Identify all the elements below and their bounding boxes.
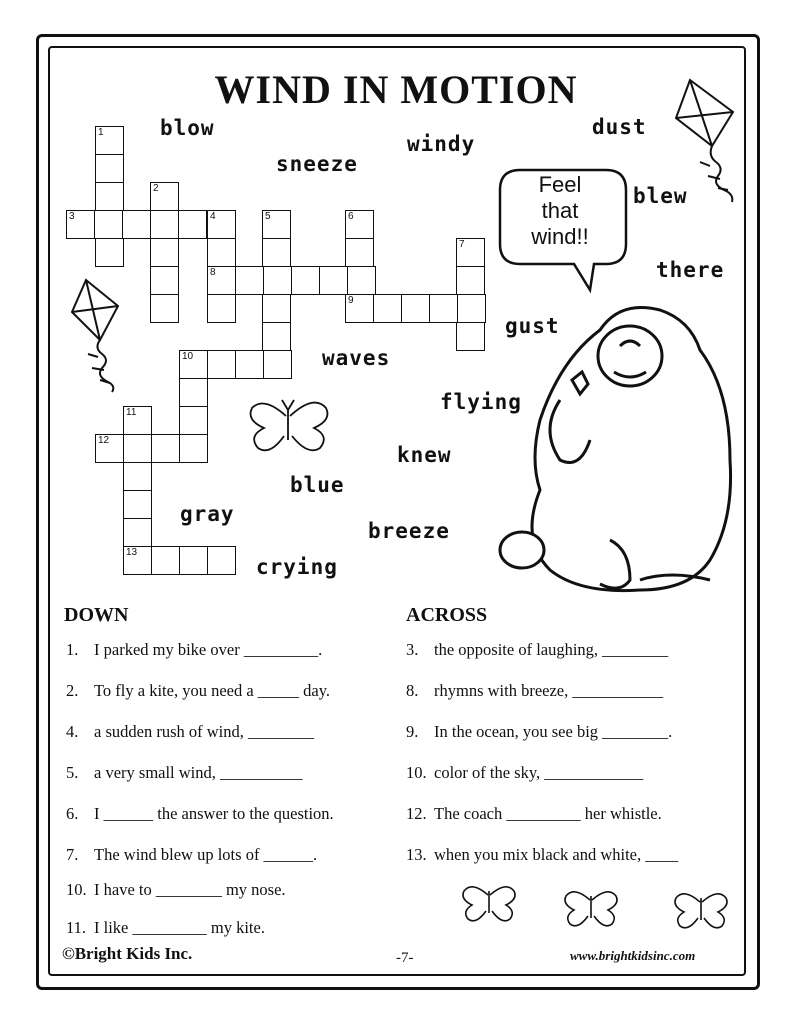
clue-number: 1. [66, 640, 79, 659]
clue-number: 10. [66, 880, 87, 899]
word-bank-item: knew [397, 443, 452, 467]
across-clue [406, 845, 678, 865]
cell-number: 5 [265, 211, 271, 222]
bubble-line: wind!! [531, 224, 589, 249]
speech-bubble-text [505, 172, 615, 250]
across-clue [406, 640, 668, 660]
clue-text: a very small wind, __________ [94, 763, 303, 782]
butterfly-icon [675, 894, 727, 928]
website-link: www.brightkidsinc.com [570, 948, 696, 963]
word-bank-item: crying [256, 555, 338, 579]
word-bank-item: flying [440, 390, 522, 414]
word-bank-item: there [656, 258, 725, 282]
clue-text: color of the sky, ____________ [434, 763, 644, 782]
down-clue [66, 918, 265, 938]
clue-text: In the ocean, you see big ________. [434, 722, 673, 741]
clue-text: I ______ the answer to the question. [94, 804, 334, 823]
clue-text: rhymns with breeze, ___________ [434, 681, 664, 700]
cell-number: 3 [69, 211, 75, 222]
cell-number: 8 [210, 267, 216, 278]
down-clue [66, 640, 322, 660]
clue-text: I have to ________ my nose. [94, 880, 286, 899]
cell-number: 11 [126, 407, 137, 418]
across-clue [406, 763, 643, 783]
word-bank-item: waves [322, 346, 391, 370]
page-number: -7- [396, 950, 414, 966]
clue-number: 7. [66, 845, 79, 864]
word-bank-item: breeze [368, 519, 450, 543]
clue-number: 5. [66, 763, 79, 782]
clue-text: The wind blew up lots of ______. [94, 845, 318, 864]
down-clue [66, 722, 314, 742]
word-bank-item: blow [160, 116, 215, 140]
clue-text: I parked my bike over _________. [94, 640, 323, 659]
down-clue [66, 681, 330, 701]
cell-number: 6 [348, 211, 354, 222]
down-clue [66, 804, 334, 824]
cell-number: 9 [348, 295, 354, 306]
cell-number: 1 [98, 127, 104, 138]
clue-number: 4. [66, 722, 79, 741]
clue-number: 8. [406, 681, 419, 700]
bubble-line: Feel [538, 172, 582, 197]
clue-text: To fly a kite, you need a _____ day. [94, 681, 331, 700]
cell-number: 7 [459, 239, 465, 250]
clue-text: I like _________ my kite. [94, 918, 265, 937]
word-bank-item: windy [407, 132, 476, 156]
clue-text: The coach _________ her whistle. [434, 804, 662, 823]
cell-number: 2 [153, 183, 159, 194]
down-clue [66, 880, 286, 900]
word-bank-item: blew [633, 184, 688, 208]
word-bank-item: gust [505, 314, 560, 338]
butterfly-icon [251, 400, 328, 450]
clue-text: a sudden rush of wind, ________ [94, 722, 314, 741]
word-bank-item: dust [592, 115, 647, 139]
clue-number: 3. [406, 640, 419, 659]
bubble-line: that [541, 198, 579, 223]
clue-text: when you mix black and white, ____ [434, 845, 679, 864]
clue-number: 10. [406, 763, 427, 782]
copyright: ©Bright Kids Inc. [62, 944, 193, 963]
clue-number: 2. [66, 681, 79, 700]
kite-icon [72, 280, 118, 392]
word-bank-item: blue [290, 473, 345, 497]
clue-number: 11. [66, 918, 87, 937]
clue-number: 12. [406, 804, 427, 823]
cell-number: 10 [182, 351, 194, 362]
kite-icon [676, 80, 733, 202]
gorilla-icon [500, 308, 731, 591]
copyright-text: Bright Kids Inc. [74, 944, 193, 963]
butterfly-icon [463, 887, 515, 921]
clue-number: 13. [406, 845, 427, 864]
clue-text: the opposite of laughing, ________ [434, 640, 669, 659]
down-heading: DOWN [64, 604, 129, 626]
down-clue [66, 763, 303, 783]
page-title: WIND IN MOTION [214, 67, 578, 112]
across-clue [406, 722, 672, 742]
clue-number: 9. [406, 722, 419, 741]
across-clue [406, 804, 662, 824]
butterfly-icon [565, 892, 617, 926]
word-bank-item: sneeze [276, 152, 358, 176]
cell-number: 12 [98, 435, 110, 446]
down-clue [66, 845, 317, 865]
word-bank-item: gray [180, 502, 235, 526]
clue-number: 6. [66, 804, 79, 823]
cell-number: 13 [126, 547, 138, 558]
across-clue [406, 681, 663, 701]
cell-number: 4 [210, 211, 216, 222]
across-heading: ACROSS [406, 604, 488, 626]
